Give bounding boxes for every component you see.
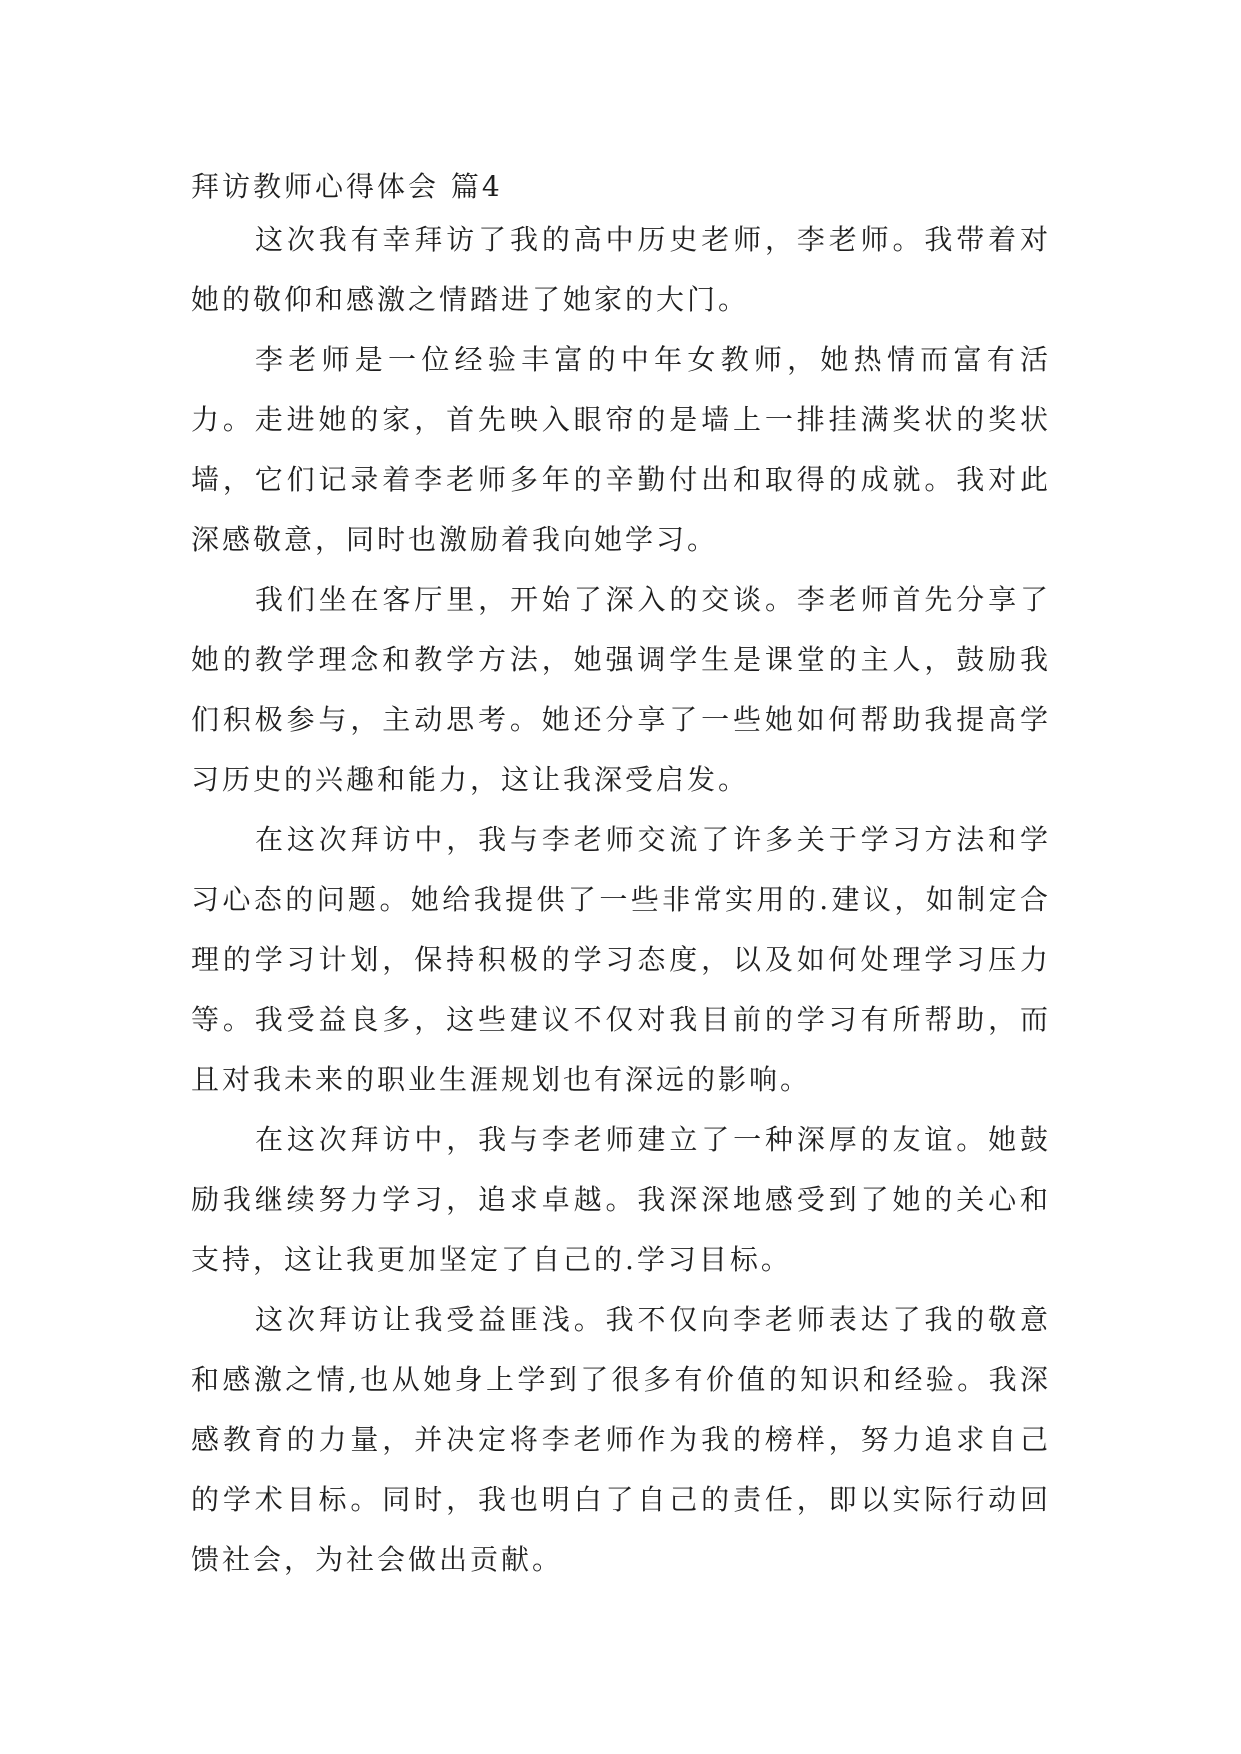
paragraph-5: 在这次拜访中，我与李老师建立了一种深厚的友谊。她鼓励我继续努力学习，追求卓越。我深深地感受到了她的关心和支持，这让我更加坚定了自己的.学习目标。 <box>191 1123 1051 1276</box>
paragraph-3: 我们坐在客厅里，开始了深入的交谈。李老师首先分享了她的教学理念和教学方法，她强调学生是课堂的主人，鼓励我们积极参与，主动思考。她还分享了一些她如何帮助我提高学习历史的兴趣和能力，这让我深受启发。 <box>191 583 1051 796</box>
paragraph-6: 这次拜访让我受益匪浅。我不仅向李老师表达了我的敬意和感激之情,也从她身上学到了很多有价值的知识和经验。我深感教育的力量，并决定将李老师作为我的榜样，努力追求自己的学术目标。同时，我也明白了自己的责任，即以实际行动回馈社会，为社会做出贡献。 <box>191 1303 1051 1576</box>
document-heading: 拜访教师心得体会 篇4 <box>191 170 503 203</box>
paragraph-1: 这次我有幸拜访了我的高中历史老师，李老师。我带着对她的敬仰和感激之情踏进了她家的大门。 <box>191 223 1051 316</box>
paragraph-4: 在这次拜访中，我与李老师交流了许多关于学习方法和学习心态的问题。她给我提供了一些非常实用的.建议，如制定合理的学习计划，保持积极的学习态度，以及如何处理学习压力等。我受益良多，这些建议不仅对我目前的学习有所帮助，而且对我未来的职业生涯规划也有深远的影响。 <box>191 823 1051 1096</box>
paragraph-2: 李老师是一位经验丰富的中年女教师，她热情而富有活力。走进她的家，首先映入眼帘的是墙上一排挂满奖状的奖状墙，它们记录着李老师多年的辛勤付出和取得的成就。我对此深感敬意，同时也激励着我向她学习。 <box>191 343 1051 556</box>
document-body <box>191 166 1051 1590</box>
